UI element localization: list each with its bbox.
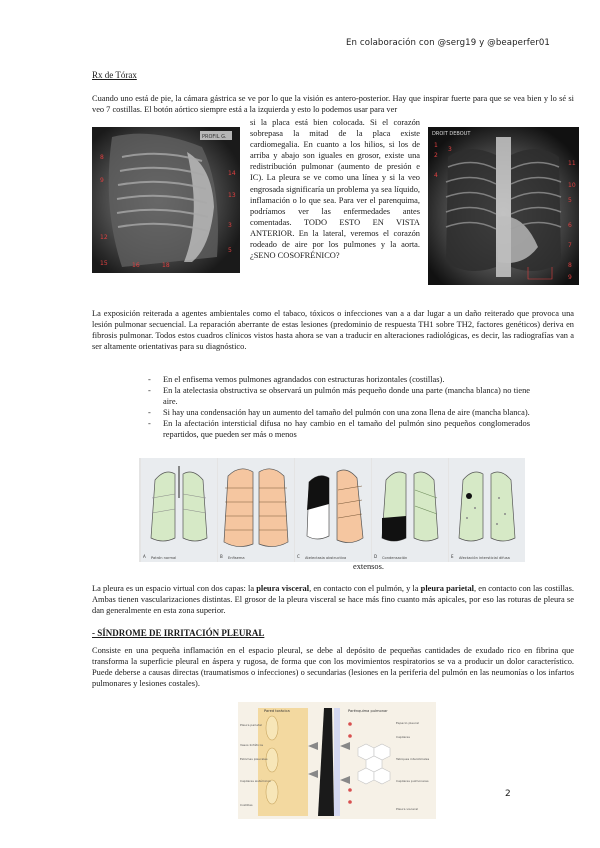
diagram-label: Tabiques intersticiales <box>396 757 430 761</box>
pleural-space-diagram <box>238 702 436 819</box>
section-title: Rx de Tórax <box>92 70 137 80</box>
xray-description <box>250 117 420 261</box>
xray-description-part2: TODO ESTO EN VISTA ANTERIOR. En la lateral, veremos el corazón rodeado de aire por los pulmones y la aorta. ¿SENO COSOFRÉNICO? <box>250 217 420 261</box>
xray-number: 13 <box>228 192 236 199</box>
list-item: - En la afectación intersticial difusa no hay cambio en el tamaño del pulmón sino pequeños conglomerados repartidos, que pueden ser más o menos <box>148 419 530 439</box>
lung-panel-interstitial <box>449 458 525 562</box>
lung-panel-atelectasis <box>295 458 371 562</box>
xray-number: 5 <box>228 247 232 254</box>
intro-paragraph: Cuando uno está de pie, la cámara gástrica se ve por lo que la visión es antero-posterior. Hay que inspirar fuerte para que se vea bien y lo sé si veo 7 costillas. El botón aórtico siempre está a la izquierda y esto lo podemos usar para ver <box>92 94 574 114</box>
xray-description-part1: si la placa está bien colocada. Si el corazón sobrepasa la mitad de la placa existe cardiomegalia. En cuanto a los hilios, si los de arriba y abajo son iguales en grosor, existe una redistribución pulmonar (aumento de presión e IC). La pleura se ve como una línea y si la veo engrosada significaría un problema ya sea líquido, inflamación o lo que sea. Para ver el parenquima, podríamos ver las enfermedades antes comentadas. <box>250 118 420 227</box>
xray-number: 3 <box>448 146 452 153</box>
exposure-paragraph: La exposición reiterada a agentes ambientales como el tabaco, tóxicos o infecciones van a a dar lugar a un daño reiterado que provoca una lesión pulmonar secuencial. La reparación aberrante de estas lesiones (predominio de respuesta TH1 sobre TH2, factores genéticos) deriva en fibrosis pulmonar. Todos estos cuadros clínicos vistos hasta ahora se van a traducir en alteraciones radiológicas, es decir, las radiografías van a ser altamente orientativas para su diagnóstico. <box>92 309 574 351</box>
diagram-label: Capilares <box>396 735 410 739</box>
diagram-label: Costillas <box>240 803 253 807</box>
xray-number: 12 <box>100 234 108 241</box>
section-heading: - SÍNDROME DE IRRITACIÓN PLEURAL <box>92 628 265 638</box>
diagram-label: Capilares pulmonares <box>396 779 429 783</box>
xray-number: 5 <box>568 197 572 204</box>
diagram-label-right-title: Parénquima pulmonar <box>348 709 388 713</box>
xray-number: 8 <box>100 154 104 161</box>
xray-number: 11 <box>568 160 576 167</box>
frontal-xray-label: DROIT DEBOUT <box>432 131 471 137</box>
xray-number: 14 <box>228 170 236 177</box>
list-item: - En el enfisema vemos pulmones agrandados con estructuras horizontales (costillas). <box>148 375 445 384</box>
frontal-chest-xray <box>428 127 579 285</box>
pleura-paragraph: La pleura es un espacio virtual con dos capas: la pleura visceral, en contacto con el pulmón, y la pleura parietal, en contacto con las costillas. Ambas tienen vascularizaciones distintas. El grosor de la pleura visceral se hace más fino cuanto más apicales, por eso las roturas de pleura se dan generalmente en esta zona superior. <box>92 584 575 615</box>
panel-letter: D <box>374 554 378 559</box>
diagram-label: Pleura parietal <box>240 723 262 727</box>
lateral-xray-label: PROFIL G. <box>202 134 227 140</box>
diagram-label: Capilares sistémicos <box>240 779 271 783</box>
panel-caption: Afectación intersticial difusa <box>459 556 510 560</box>
xray-number: 15 <box>100 260 108 267</box>
xray-number: 16 <box>132 262 140 269</box>
page-number: 2 <box>505 789 511 799</box>
xray-number: 3 <box>228 222 232 229</box>
diagram-label-left-title: Pared torácica <box>264 709 290 713</box>
diagram-label: Pleura visceral <box>396 807 418 811</box>
list-item: - En la atelectasia obstructiva se observará un pulmón más pequeño donde una parte (mancha blanca) no tiene aire. <box>148 386 530 406</box>
list-item: - Si hay una condensación hay un aumento del tamaño del pulmón con una zona llena de aire (mancha blanca). <box>148 408 530 417</box>
xray-number: 7 <box>568 242 572 249</box>
xray-number: 9 <box>568 274 572 281</box>
panel-letter: C <box>297 554 300 559</box>
lateral-chest-xray <box>92 127 240 273</box>
extensos-word: extensos. <box>353 562 384 571</box>
panel-letter: A <box>143 554 146 559</box>
xray-number: 4 <box>434 172 438 179</box>
panel-caption: Condensación <box>382 556 408 560</box>
xray-number: 10 <box>568 182 576 189</box>
lung-panel-emphysema <box>218 458 294 562</box>
xray-number: 8 <box>568 262 572 269</box>
irritation-paragraph: Consiste en una pequeña inflamación en el espacio pleural, se debe al depósito de pequeñas cantidades de exudado rico en fibrina que transforma la superficie pleural en áspera y rugosa, de forma que con los movimientos respiratorios se va a producir un dolor característico. Puede deberse a causas directas (traumatismos o infecciones) o secundarias (lesiones en la periferia del pulmón en las neumonías o los infartos pulmonares y lesiones costales). <box>92 646 574 688</box>
panel-letter: E <box>451 554 454 559</box>
radiology-findings-list <box>148 374 530 440</box>
panel-caption: Atelectasia obstructiva <box>305 556 347 560</box>
lung-panel-normal <box>141 458 217 562</box>
panel-caption: Enfisema <box>228 556 245 560</box>
document-header: En colaboración con @serg19 y @beaperfer01 <box>345 38 550 48</box>
lung-patterns-figure <box>139 458 525 562</box>
diagram-label: Espacio pleural <box>396 721 419 725</box>
diagram-label: Vasos linfáticos <box>240 743 264 747</box>
xray-number: 1 <box>434 142 438 149</box>
diagram-label: Estomas pleurales <box>240 757 268 761</box>
xray-number: 6 <box>568 222 572 229</box>
xray-number: 2 <box>434 152 438 159</box>
xray-number: 18 <box>162 262 170 269</box>
panel-letter: B <box>220 554 223 559</box>
xray-number: 9 <box>100 177 104 184</box>
pleura-parietal-term: pleura parietal <box>420 584 474 593</box>
panel-caption: Patrón normal <box>151 556 177 560</box>
lung-panel-condensation <box>372 458 448 562</box>
pleura-visceral-term: pleura visceral <box>256 584 310 593</box>
